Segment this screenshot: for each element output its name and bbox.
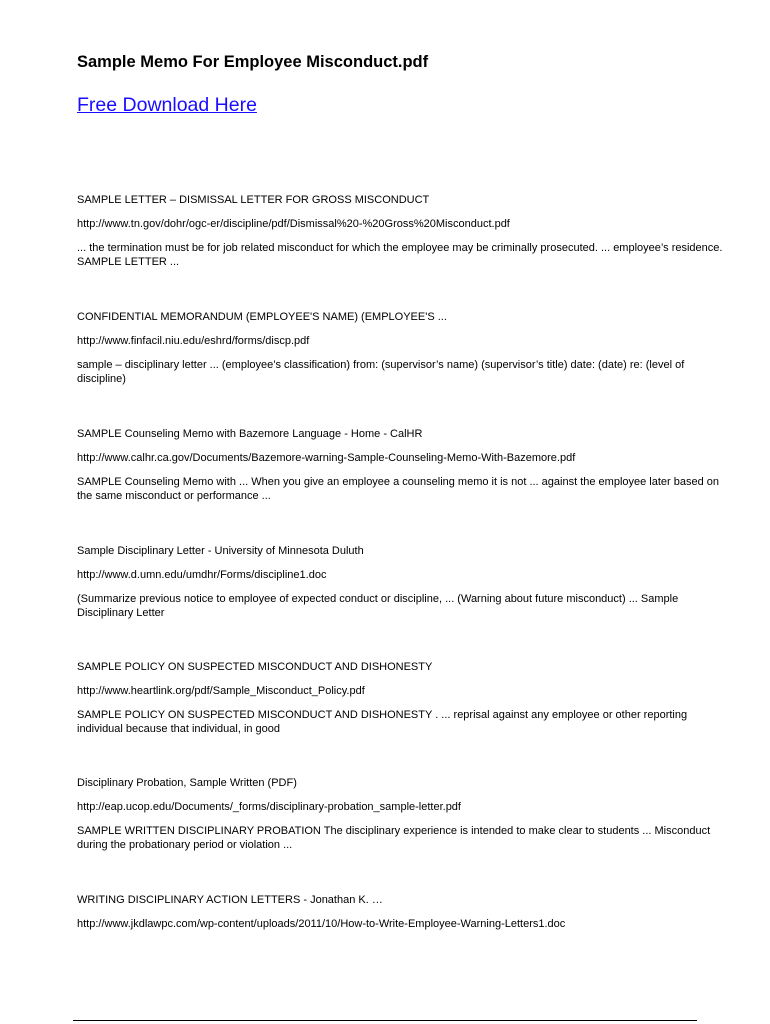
result-url[interactable]: http://www.calhr.ca.gov/Documents/Bazemore-warning-Sample-Counseling-Memo-With-Bazemore.pdf: [77, 452, 576, 464]
result-title: Disciplinary Probation, Sample Written (PDF): [77, 777, 297, 789]
results-list: [77, 193, 727, 931]
result-title: SAMPLE LETTER – DISMISSAL LETTER FOR GROSS MISCONDUCT: [77, 194, 430, 206]
result-title: SAMPLE Counseling Memo with Bazemore Language - Home - CalHR: [77, 428, 423, 440]
result-title: CONFIDENTIAL MEMORANDUM (EMPLOYEE'S NAME) (EMPLOYEE'S ...: [77, 311, 447, 323]
list-item: [77, 427, 727, 544]
list-item: [77, 193, 727, 310]
result-title: Sample Disciplinary Letter - University of Minnesota Duluth: [77, 545, 364, 557]
result-snippet: SAMPLE Counseling Memo with ... When you give an employee a counseling memo it is not ... against the employee later based on the same misconduct or performance ...: [77, 476, 720, 502]
result-url[interactable]: http://www.jkdlawpc.com/wp-content/uploads/2011/10/How-to-Write-Employee-Warning-Letters1.doc: [77, 918, 566, 930]
result-snippet: SAMPLE WRITTEN DISCIPLINARY PROBATION The disciplinary experience is intended to make clear to students ... Misconduct during the probationary period or violation ...: [77, 825, 711, 851]
footer-divider: [73, 1020, 697, 1021]
list-item: [77, 660, 727, 776]
result-snippet: ... the termination must be for job related misconduct for which the employee may be criminally prosecuted. ... employee’s residence. SAMPLE LETTER ...: [77, 242, 723, 268]
list-item: [77, 776, 727, 893]
list-item: [77, 893, 727, 931]
list-item: [77, 544, 727, 660]
result-snippet: SAMPLE POLICY ON SUSPECTED MISCONDUCT AND DISHONESTY . ... reprisal against any employee or other reporting individual because that individual, in good: [77, 709, 688, 735]
result-title: SAMPLE POLICY ON SUSPECTED MISCONDUCT AND DISHONESTY: [77, 661, 433, 673]
result-snippet: (Summarize previous notice to employee of expected conduct or discipline, ... (Warning about future misconduct) ... Sample Disciplinary Letter: [77, 593, 679, 619]
page-title: Sample Memo For Employee Misconduct.pdf: [77, 53, 429, 71]
result-url[interactable]: http://www.heartlink.org/pdf/Sample_Misconduct_Policy.pdf: [77, 685, 365, 697]
result-url[interactable]: http://www.tn.gov/dohr/ogc-er/discipline/pdf/Dismissal%20-%20Gross%20Misconduct.pdf: [77, 218, 510, 230]
document-header: [77, 52, 717, 117]
result-title: WRITING DISCIPLINARY ACTION LETTERS - Jonathan K. …: [77, 894, 383, 906]
free-download-link[interactable]: Free Download Here: [77, 94, 257, 116]
result-url[interactable]: http://www.d.umn.edu/umdhr/Forms/discipline1.doc: [77, 569, 327, 581]
result-url[interactable]: http://www.finfacil.niu.edu/eshrd/forms/discp.pdf: [77, 335, 310, 347]
list-item: [77, 310, 727, 427]
result-url[interactable]: http://eap.ucop.edu/Documents/_forms/disciplinary-probation_sample-letter.pdf: [77, 801, 461, 813]
result-snippet: sample – disciplinary letter ... (employee’s classification) from: (supervisor’s name) (supervisor’s title) date: (date) re: (level of discipline): [77, 359, 685, 385]
